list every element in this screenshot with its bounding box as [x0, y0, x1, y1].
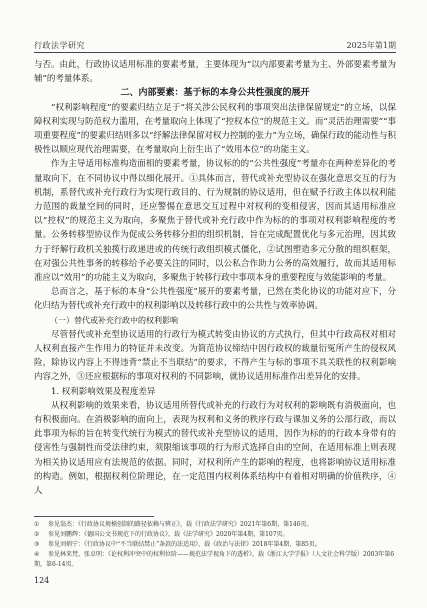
page-number: 124: [34, 576, 50, 585]
subsection-heading: （一）替代或补充行政中的权利影响: [50, 315, 178, 325]
issue-label: 2025年第1期: [346, 41, 396, 50]
footnote-marker: ①: [34, 521, 40, 528]
header-rule: [34, 52, 396, 53]
journal-name: 行政法学研究: [34, 41, 85, 50]
section-heading: 二、内部要素：基于标的本身公共性强度的展开: [120, 88, 310, 99]
footnote-text: 参见林来梵、张卓明：《论权利冲突中的权利位阶——规范法学视角下的透析》，载《浙江大学学报》（人文社会科学版）2003年第6期，第6-14页。: [34, 551, 395, 568]
footnote-marker: ②: [34, 531, 40, 538]
footnote-marker: ④: [34, 551, 40, 558]
page-body: [34, 58, 396, 498]
paragraph: 尽管替代或补充型协议适用的行政行为模式转变由协议的方式执行，但其中行政高权对相对人权利直接产生作用力的特征并未改变。为简范协议缔结中因行政权的裁量衍冤所产生的侵权风险，除协议内容上不得违背“禁止不当联结”的要求，不得产生与标的事项不具关联性的权利影响内容之外，③还应根据标的事项对权利的不同影响，就协议适用标准作出差异化的安排。: [34, 329, 396, 383]
paragraph-continued: 与否。由此，行政协议适用标准的要素考量，主要体现为“以内部要素考量为主、外部要素考量为辅”的考量体系。: [34, 60, 396, 85]
subsubsection-heading: 1. 权利影响效果及程度差异: [51, 386, 156, 397]
footnotes: [34, 520, 396, 570]
footnote: [34, 530, 396, 540]
paragraph: “权利影响程度”的要素归结立足于“将关涉公民权利的事项突出法律保留规定”的立场，以保障权利实现与防范权力滥用，在考量取向上体现了“控权本位”的规范主义。而“灵活治理需要”“事项重要程度”的要素归结则多以“纾解法律保留对权力控制的张力”为立场，确保行政的能动性与积极性以顺应现代治理需要，在考量取向上衍生出了“效用本位”的功能主义。: [34, 102, 396, 156]
paragraph: 作为主导适用标准构造面相的要素考量，协议标的的“公共性强度”考量亦在两种差异化的考量取向下，在不同协议中得以细化展开。①具体而言，替代或补充型协议在强化意思交互的行为机制，系替代或补充行政行为实现行政目的、行为规制的协议适用，但在赋予行政主体以权利能力范围的裁量空间的同时，还应警惕在意思交互过程中对权利的变相侵害，因而其适用标准应以“控权”的规范主义为取向，多聚焦于替代或补充行政中作为标的的事项对权利影响程度的考量。公务转移型协议作为促成公务转移分担的组织机制，旨在完成配置优化与多元治理，因其致力于纾解行政机关独揽行政递进或的传统行政组织模式僵化，②试图塑造多元分散的组织框架，在对强公共性事务的转移给予必要关注的同时，以公私合作助力公务的高效履行，故而其适用标准应以“效用”的功能主义为取向，多聚焦于转移行政中事项本身的重要程度与效能影响的考量。: [34, 159, 396, 284]
footnote: [34, 550, 396, 570]
footnote: [34, 520, 396, 530]
footnote-text: 参见刘炳宁：《行政协议中“不当联结禁止”条款的法适用》，载《政治与法律》2018年第4期，第85页。: [48, 541, 321, 548]
footnote-marker: ③: [34, 541, 40, 548]
footnote: [34, 540, 396, 550]
footnote-text: 参见翁杰：《行政协议规模创制的路径依赖与辨正》，载《行政法学研究》2021年第6期，第146页。: [48, 521, 313, 528]
paragraph: 从权利影响的效果来看，协议适用所替代或补充的行政行为对权利的影响既有消极面向，也有积极面向。在消极影响的面向上，表现为权利和义务的秩序行政与课加义务的公部行政，而以此事项为标的旨在转变代统行为模式的替代或补充型协议的适用，因作为标的的行政本身带有的侵害性与强制性而受法律约束，须限缩该事项的行为形式选择自由的空间，在适用标准上则表现为相关协议适用应有法规范的依据。同时，对权利所产生的影响的程度，也将影响协议适用标准的构造。例如，根据权利位阶理论，在一定范围内权利体系结构中有着相对明确的价值秩序，④人: [34, 400, 396, 497]
footnote-rule: [34, 516, 154, 517]
footnote-text: 参见刘鹏辉：《德国公文书规范下的行政协议》，载《法学研究》2020年第4期，第107页。: [48, 531, 289, 538]
paragraph: 总而言之，基于标的本身“公共性强度”展开的要素考量，已然在类化协议的功能对应下，分化归结为替代或补充行政中的权利影响以及转移行政中的公共性与效率协调。: [34, 287, 396, 312]
